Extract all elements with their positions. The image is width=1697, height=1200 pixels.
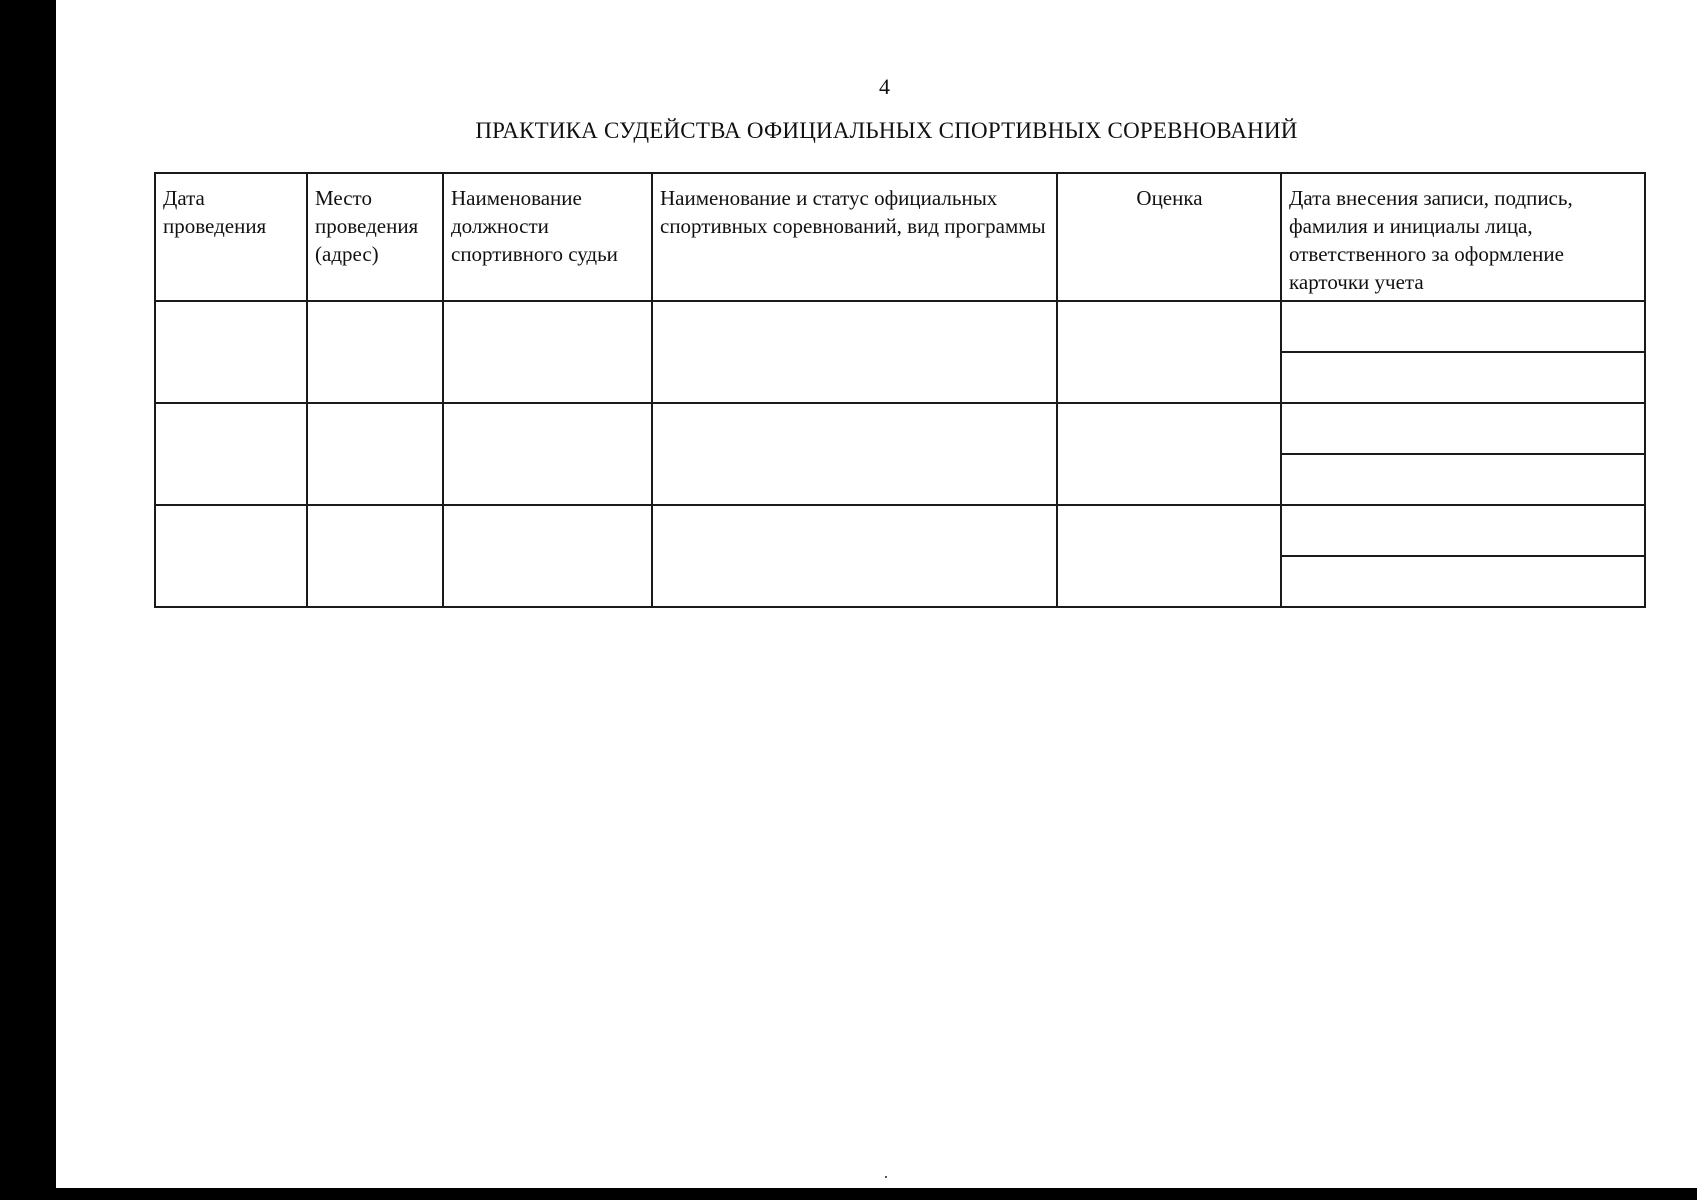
table-row [155,403,1645,454]
cell-judge-position [443,403,652,505]
cell-grade [1057,505,1281,607]
judging-practice-table [154,172,1646,608]
cell-venue [307,301,443,403]
cell-date [155,301,307,403]
document-sheet [56,0,1697,1188]
cell-record-line-2 [1281,556,1645,607]
page-number: 4 [879,74,890,99]
cell-venue [307,505,443,607]
table-row [155,301,1645,352]
cell-record-line-2 [1281,352,1645,403]
cell-record-line-2 [1281,454,1645,505]
header-competition-name-status: Наименование и статус официальных спортивных соревнований, вид программы [652,173,1057,301]
cell-grade [1057,403,1281,505]
cell-competition [652,403,1057,505]
cell-date [155,505,307,607]
cell-competition [652,301,1057,403]
header-date: Дата проведения [155,173,307,301]
cell-date [155,403,307,505]
cell-judge-position [443,301,652,403]
table-header-row [155,173,1645,301]
header-grade: Оценка [1057,173,1281,301]
scan-speck [885,1176,887,1178]
header-judge-position: Наименование должности спортивного судьи [443,173,652,301]
cell-record-line-1 [1281,505,1645,556]
cell-competition [652,505,1057,607]
cell-venue [307,403,443,505]
cell-record-line-1 [1281,403,1645,454]
cell-grade [1057,301,1281,403]
table-row [155,505,1645,556]
page-title: ПРАКТИКА СУДЕЙСТВА ОФИЦИАЛЬНЫХ СПОРТИВНЫХ СОРЕВНОВАНИЙ [475,118,1298,143]
cell-record-line-1 [1281,301,1645,352]
header-record-entry: Дата внесения записи, подпись, фамилия и инициалы лица, ответственного за оформление карточки учета [1281,173,1645,301]
header-venue: Место проведения (адрес) [307,173,443,301]
cell-judge-position [443,505,652,607]
